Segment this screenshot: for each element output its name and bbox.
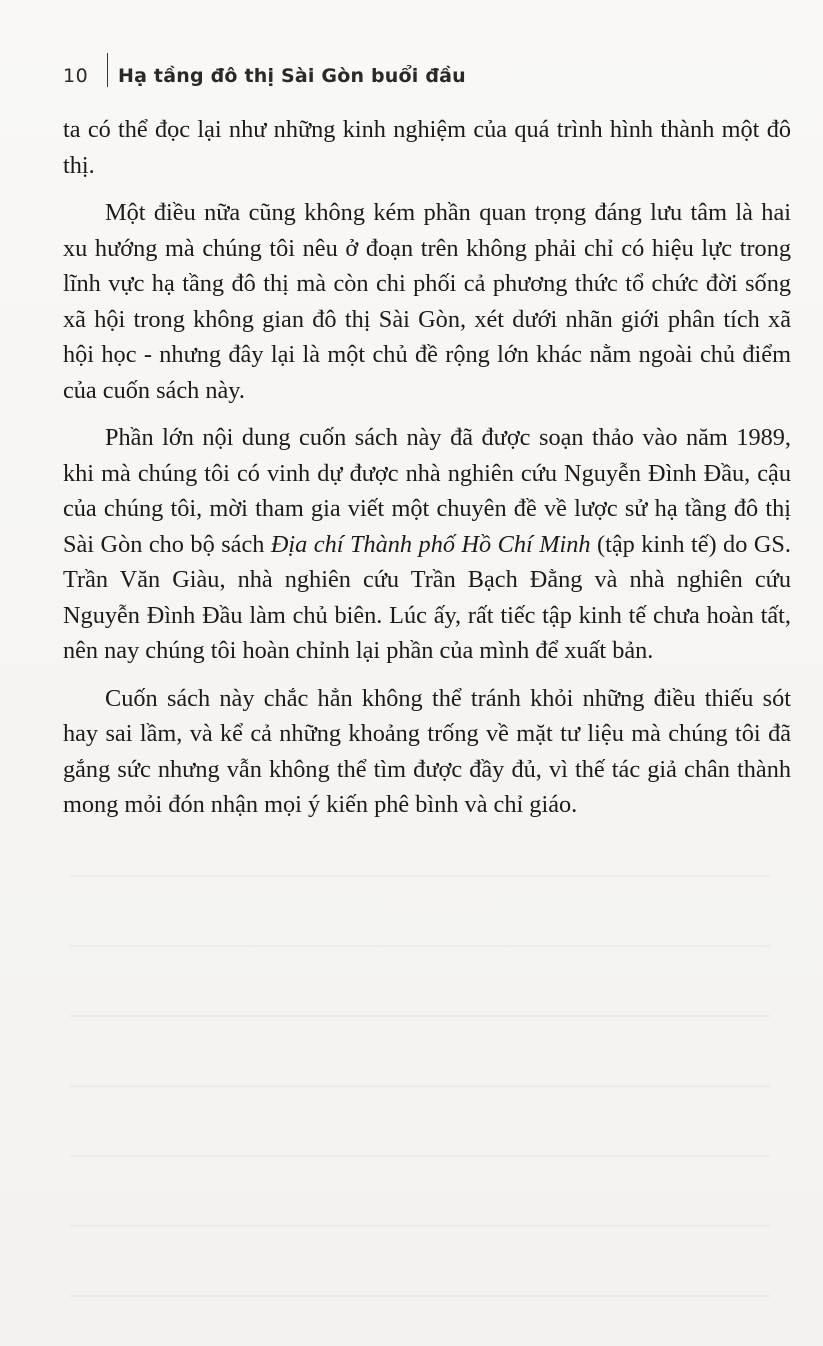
paragraph-continued: ta có thể đọc lại như những kinh nghiệm của quá trình hình thành một đô thị. — [63, 116, 791, 179]
paragraph-3-text-a: Phần lớn nội dung cuốn sách này đã được soạn thảo vào năm 1989, khi mà chúng tôi có vinh dự được nhà nghiên cứu Nguyễn Đình Đầu, cậu của chúng tôi, mời tham gia viết một chuyên đề về lược sử hạ tầng đô thị Sài Gòn cho bộ sách — [63, 424, 791, 558]
show-through-line — [70, 945, 770, 947]
page-number: 10 — [63, 65, 89, 87]
paragraph-3-text-b: (tập kinh tế) do GS. Trần Văn Giàu, nhà nghiên cứu Trần Bạch Đằng và nhà nghiên cứu Nguyễn Đình Đầu làm chủ biên. Lúc ấy, rất tiếc tập kinh tế chưa hoàn tất, nên nay chúng tôi hoàn chỉnh lại phần của mình để xuất bản. — [63, 530, 791, 664]
show-through-line — [70, 1085, 770, 1087]
show-through-line — [70, 1155, 770, 1157]
show-through-line — [70, 1015, 770, 1017]
show-through-line — [70, 875, 770, 877]
paragraph-3 — [63, 420, 791, 669]
body-text — [63, 112, 791, 835]
paragraph-2: Một điều nữa cũng không kém phần quan trọng đáng lưu tâm là hai xu hướng mà chúng tôi nêu ở đoạn trên không phải chỉ có hiệu lực trong lĩnh vực hạ tầng đô thị mà còn chi phối cả phương thức tổ chức đời sống xã hội trong không gian đô thị Sài Gòn, xét dưới nhãn giới phân tích xã hội học - nhưng đây lại là một chủ đề rộng lớn khác nằm ngoài chủ điểm của cuốn sách này. — [63, 199, 791, 404]
show-through-line — [70, 1295, 770, 1297]
show-through-line — [70, 1225, 770, 1227]
running-header — [63, 60, 466, 92]
book-title: Hạ tầng đô thị Sài Gòn buổi đầu — [118, 65, 466, 87]
header-divider — [107, 53, 108, 87]
paragraph-4: Cuốn sách này chắc hẳn không thể tránh khỏi những điều thiếu sót hay sai lầm, và kể cả những khoảng trống về mặt tư liệu mà chúng tôi đã gắng sức nhưng vẫn không thể tìm được đầy đủ, vì thế tác giả chân thành mong mỏi đón nhận mọi ý kiến phê bình và chỉ giáo. — [63, 684, 791, 818]
book-series-title: Địa chí Thành phố Hồ Chí Minh — [270, 530, 591, 558]
